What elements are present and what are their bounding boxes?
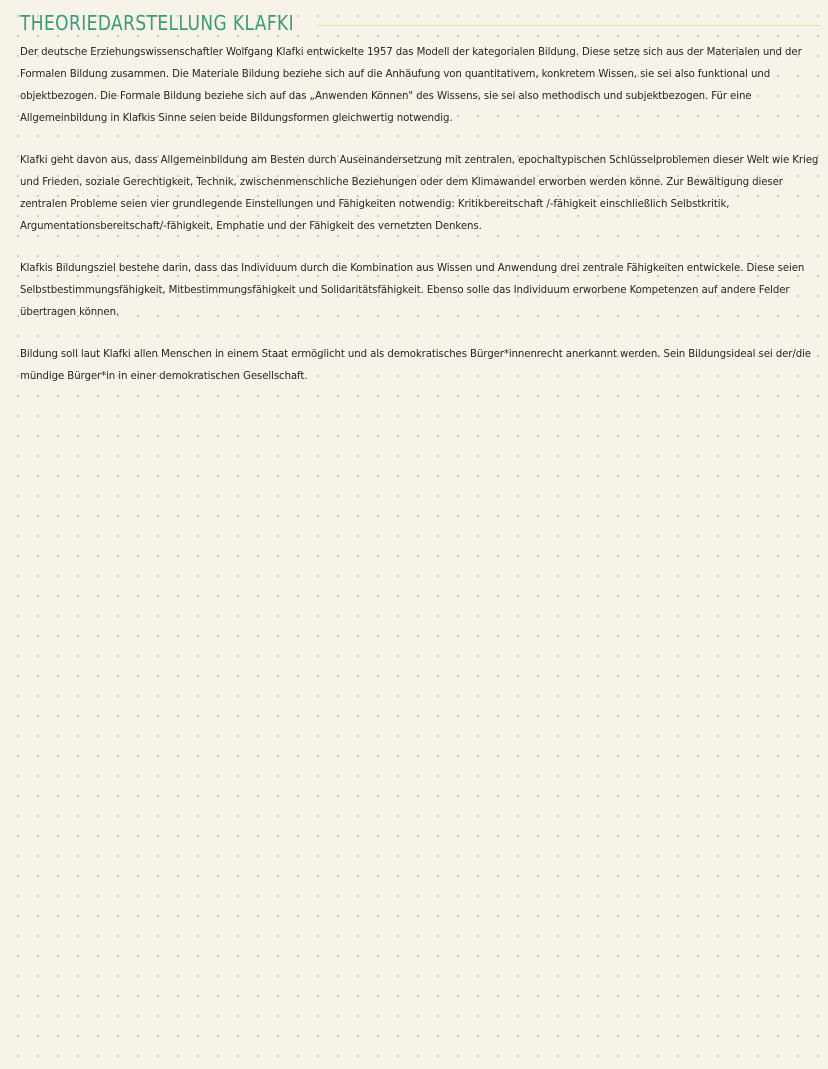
title-underline xyxy=(318,25,820,26)
paragraph-kategoriale-bildung: Der deutsche Erziehungswissenschaftler Wolfgang Klafki entwickelte 1957 das Modell der kategorialen Bildung. Diese setze sich aus der Materialen und der Formalen Bildung zusammen. Die Materiale Bildung beziehe sich auf die Anhäufung von quantitativem, konkretem Wissen, sie sei also funktional und objektbezogen. Die Formale Bildung beziehe sich auf das „Anwenden Können" des Wissens, sie sei also methodisch und subjektbezogen. Für eine Allgemeinbildung in Klafkis Sinne seien beide Bildungsformen gleichwertig notwendig. xyxy=(20,47,802,124)
paragraph-schluesselprobleme: Klafki geht davon aus, dass Allgemeinbildung am Besten durch Auseinandersetzung mit zentralen, epochaltypischen Schlüsselproblemen dieser Welt wie Krieg und Frieden, soziale Gerechtigkeit, Technik, zwischenmenschliche Beziehungen oder dem Klimawandel erworben werden könne. Zur Bewältigung dieser zentralen Probleme seien vier grundlegende Einstellungen und Fähigkeiten notwendig: Kritikbereitschaft /-fähigkeit einschließlich Selbstkritik, Argumentationsbereitschaft/-fähigkeit, Emphatie und der Fähigkeit des vernetzten Denkens. xyxy=(20,155,819,232)
page-header xyxy=(20,8,820,38)
paragraph-bildungsideal: Bildung soll laut Klafki allen Menschen in einem Staat ermöglicht und als demokratisches Bürger*innenrecht anerkannt werden. Sein Bildungsideal sei der/die mündige Bürger*in in einer demokratischen Gesellschaft. xyxy=(20,349,811,382)
page-title: THEORIEDARSTELLUNG KLAFKI xyxy=(20,11,295,35)
paragraph-bildungsziel: Klafkis Bildungsziel bestehe darin, dass das Individuum durch die Kombination aus Wissen und Anwendung drei zentrale Fähigkeiten entwickele. Diese seien Selbstbestimmungsfähigkeit, Mitbestimmungsfähigkeit und Solidaritätsfähigkeit. Ebenso solle das Individuum erworbene Kompetenzen auf andere Felder übertragen können. xyxy=(20,263,805,318)
note-body xyxy=(20,42,820,408)
